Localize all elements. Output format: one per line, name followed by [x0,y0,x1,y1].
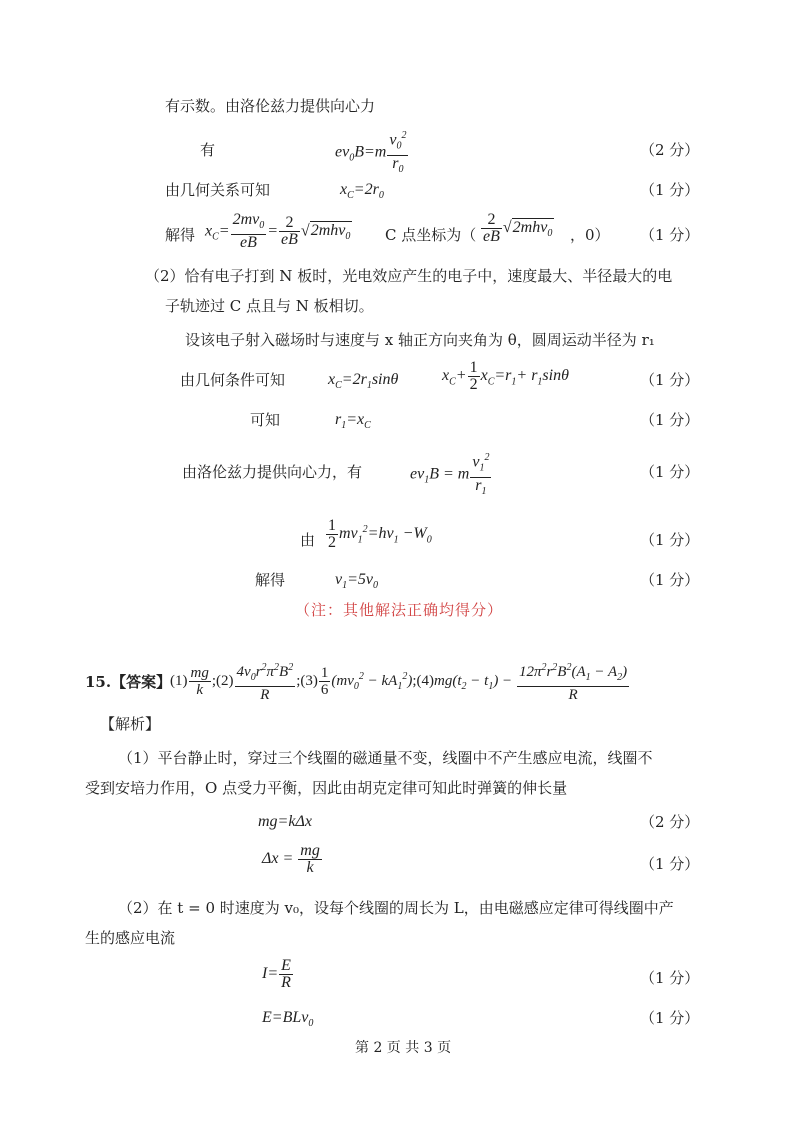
question-heading: 15.【答案】 [85,673,172,691]
equation: $ev_0B=m$ $\frac{v_0^2}{r_0}$ [335,130,407,175]
score-label: （1 分） [640,571,700,589]
score-label: （1 分） [640,463,700,481]
text-label: ，0） [570,226,610,244]
text-line: （1）平台静止时，穿过三个线圈的磁通量不变，线圈中不产生感应电流，线圈不 [118,749,653,767]
equation: $x_C+$ $\frac{1}{2}$ $x_C=r_1+ r_1\sin\theta$ [442,359,569,393]
score-label: （1 分） [640,855,700,873]
score-label: （1 分） [640,531,700,549]
score-label: （1 分） [640,226,700,244]
equation: $x_C=2r_1\sin\theta$ [328,371,399,392]
score-label: （1 分） [640,371,700,389]
score-label: （1 分） [640,411,700,429]
equation: $\frac{1}{2}$ $mv_1^2=hv_1 -W_0$ [328,517,432,551]
text-label: 由几何关系可知 [165,181,271,199]
score-label: （1 分） [640,969,700,987]
section-heading: 【解析】 [100,715,161,733]
text-label: 有 [200,141,216,159]
equation: $x_C=2r_0$ [340,181,384,202]
text-line: 受到安培力作用，O 点受力平衡，因此由胡克定律可知此时弹簧的伸长量 [85,779,568,797]
text-line: 设该电子射入磁场时与速度与 x 轴正方向夹角为 θ，圆周运动半径为 r₁ [185,331,655,349]
text-line: 生的感应电流 [85,929,176,947]
text-label: 由洛伦兹力提供向心力，有 [182,463,363,481]
text-line: 子轨迹过 C 点且与 N 板相切。 [165,297,374,315]
equation: $\frac{2}{eB}$ √2mhv$_0$ [483,211,553,245]
note-text: （注：其他解法正确均得分） [295,601,504,619]
score-label: （1 分） [640,181,700,199]
text-label: 由几何条件可知 [180,371,286,389]
equation: I= $\frac{E}{R}$ [262,957,291,991]
equation: $ev_1B = m$ $\frac{v_1^2}{r_1}$ [410,452,490,497]
equation: E=BLv$_0$ [262,1009,314,1030]
answer-equation: (1) $\frac{mg}{k}$ ;(2) $\frac{4v_0r^2\pi^2B^2}{R}$ ;(3) $\frac{1}{6}$ ($mv_0^2$ − $kA_1^2);(4)mg(t_2 - t_1)$ − $\frac{12\pi^2r^2B^2(A_1 - A_2)}{R}$ [170,662,628,703]
equation: $r_1=x_C$ [335,411,371,432]
score-label: （2 分） [640,813,700,831]
text-label: 可知 [250,411,281,429]
equation: mg=kΔx [258,813,312,830]
equation: Δx = $\frac{mg}{k}$ [262,842,320,876]
page-footer: 第 2 页 共 3 页 [355,1040,452,1056]
score-label: （1 分） [640,1009,700,1027]
text-line: （2）恰有电子打到 N 板时，光电效应产生的电子中，速度最大、半径最大的电 [145,267,673,285]
equation: $x_C=$ $\frac{2mv_0}{eB}$ = $\frac{2}{eB}$ √2mhv$_0$ [205,211,351,252]
text-label: C 点坐标为（ [385,226,477,244]
text-line: 有示数。由洛伦兹力提供向心力 [165,97,376,115]
equation: $v_1=5v_0$ [335,571,379,592]
text-label: 解得 [165,226,196,244]
text-label: 解得 [255,571,286,589]
text-label: 由 [300,531,316,549]
score-label: （2 分） [640,141,700,159]
text-line: （2）在 t = 0 时速度为 v₀，设每个线圈的周长为 L，由电磁感应定律可得线圈中产 [118,899,674,917]
